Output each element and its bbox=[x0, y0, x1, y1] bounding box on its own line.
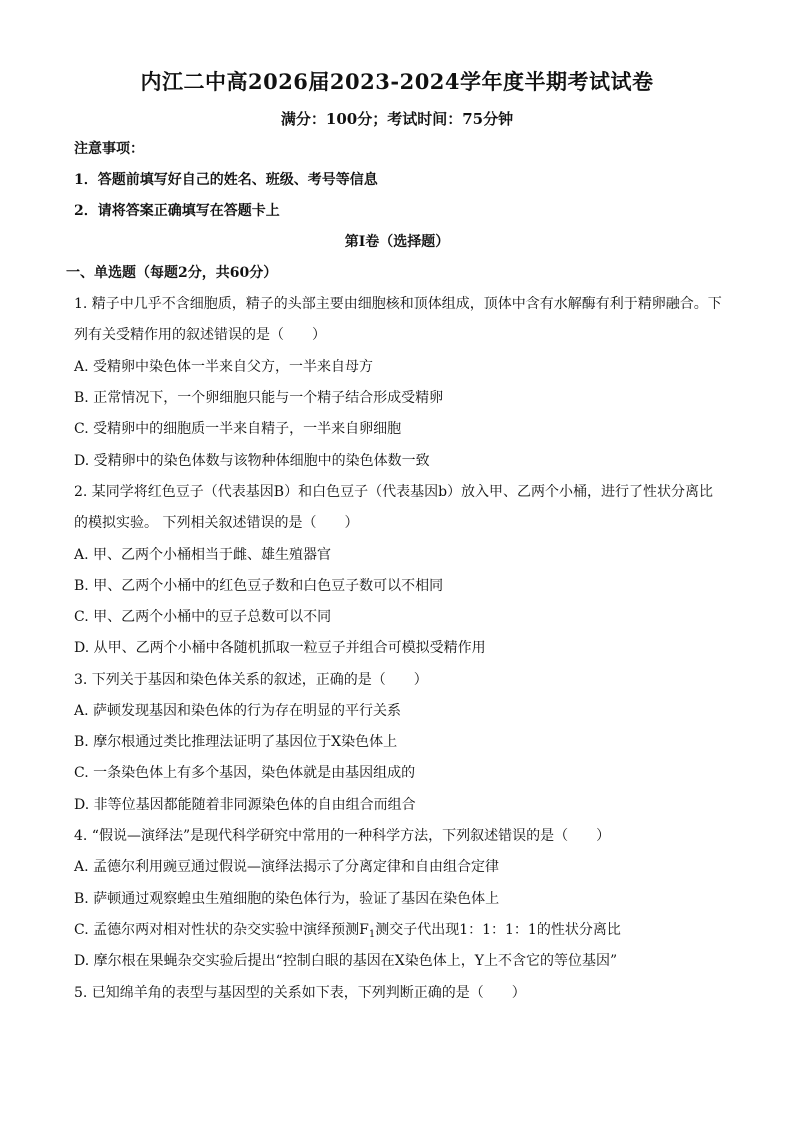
section-title: 一、单选题（每题2分，共60分） bbox=[66, 265, 278, 281]
exam-title: 内江二中高2026届2023-2024学年度半期考试试卷 bbox=[140, 69, 654, 94]
question-2-stem: 的模拟实验。 下列相关叙述错误的是（ ） bbox=[74, 515, 359, 531]
notice-item: 2．请将答案正确填写在答题卡上 bbox=[74, 203, 280, 219]
question-1-option-a: A. 受精卵中染色体一半来自父方，一半来自母方 bbox=[74, 359, 374, 375]
question-4-option-a: A. 孟德尔利用豌豆通过假说—演绎法揭示了分离定律和自由组合定律 bbox=[74, 859, 500, 875]
notice-item: 1．答题前填写好自己的姓名、班级、考号等信息 bbox=[74, 172, 378, 188]
question-3-option-a: A. 萨顿发现基因和染色体的行为存在明显的平行关系 bbox=[74, 703, 402, 719]
question-2-option-c: C. 甲、乙两个小桶中的豆子总数可以不同 bbox=[74, 609, 332, 625]
question-3-stem: 3. 下列关于基因和染色体关系的叙述，正确的是（ ） bbox=[74, 672, 428, 688]
question-1-option-d: D. 受精卵中的染色体数与该物种体细胞中的染色体数一致 bbox=[74, 453, 430, 469]
question-3-option-d: D. 非等位基因都能随着非同源染色体的自由组合而组合 bbox=[74, 797, 416, 813]
question-4-option-c bbox=[74, 920, 621, 945]
subscript: 1 bbox=[368, 929, 376, 940]
question-3-option-b: B. 摩尔根通过类比推理法证明了基因位于X染色体上 bbox=[74, 734, 398, 750]
exam-subtitle: 满分：100分；考试时间：75分钟 bbox=[280, 110, 514, 128]
question-3-option-c: C. 一条染色体上有多个基因，染色体就是由基因组成的 bbox=[74, 765, 416, 781]
question-4-stem: 4. “假说—演绎法”是现代科学研究中常用的一种科学方法，下列叙述错误的是（ ） bbox=[74, 828, 611, 844]
question-1-option-c: C. 受精卵中的细胞质一半来自精子，一半来自卵细胞 bbox=[74, 421, 402, 437]
question-4-option-b: B. 萨顿通过观察蝗虫生殖细胞的染色体行为，验证了基因在染色体上 bbox=[74, 891, 500, 907]
notice-heading: 注意事项： bbox=[74, 141, 144, 157]
question-2-option-b: B. 甲、乙两个小桶中的红色豆子数和白色豆子数可以不相同 bbox=[74, 578, 444, 594]
option-c-tail: 测交子代出现1：1：1：1的性状分离比 bbox=[375, 922, 621, 938]
question-4-option-d: D. 摩尔根在果蝇杂交实验后提出“控制白眼的基因在X染色体上，Y上不含它的等位基因” bbox=[74, 953, 618, 969]
question-2-option-a: A. 甲、乙两个小桶相当于雌、雄生殖器官 bbox=[74, 547, 332, 563]
question-1-stem: 列有关受精作用的叙述错误的是（ ） bbox=[74, 327, 326, 343]
volume-title: 第I卷（选择题） bbox=[344, 234, 450, 250]
question-5-stem: 5. 已知绵羊角的表型与基因型的关系如下表，下列判断正确的是（ ） bbox=[74, 985, 526, 1001]
question-1-stem: 1. 精子中几乎不含细胞质，精子的头部主要由细胞核和顶体组成，顶体中含有水解酶有利于精卵融合。下 bbox=[74, 296, 722, 312]
question-2-option-d: D. 从甲、乙两个小桶中各随机抓取一粒豆子并组合可模拟受精作用 bbox=[74, 640, 486, 656]
question-1-option-b: B. 正常情况下，一个卵细胞只能与一个精子结合形成受精卵 bbox=[74, 390, 444, 406]
option-c-text: C. 孟德尔两对相对性状的杂交实验中演绎预测F bbox=[74, 922, 369, 938]
question-2-stem: 2. 某同学将红色豆子（代表基因B）和白色豆子（代表基因b）放入甲、乙两个小桶，进行了性状分离比 bbox=[74, 484, 714, 500]
